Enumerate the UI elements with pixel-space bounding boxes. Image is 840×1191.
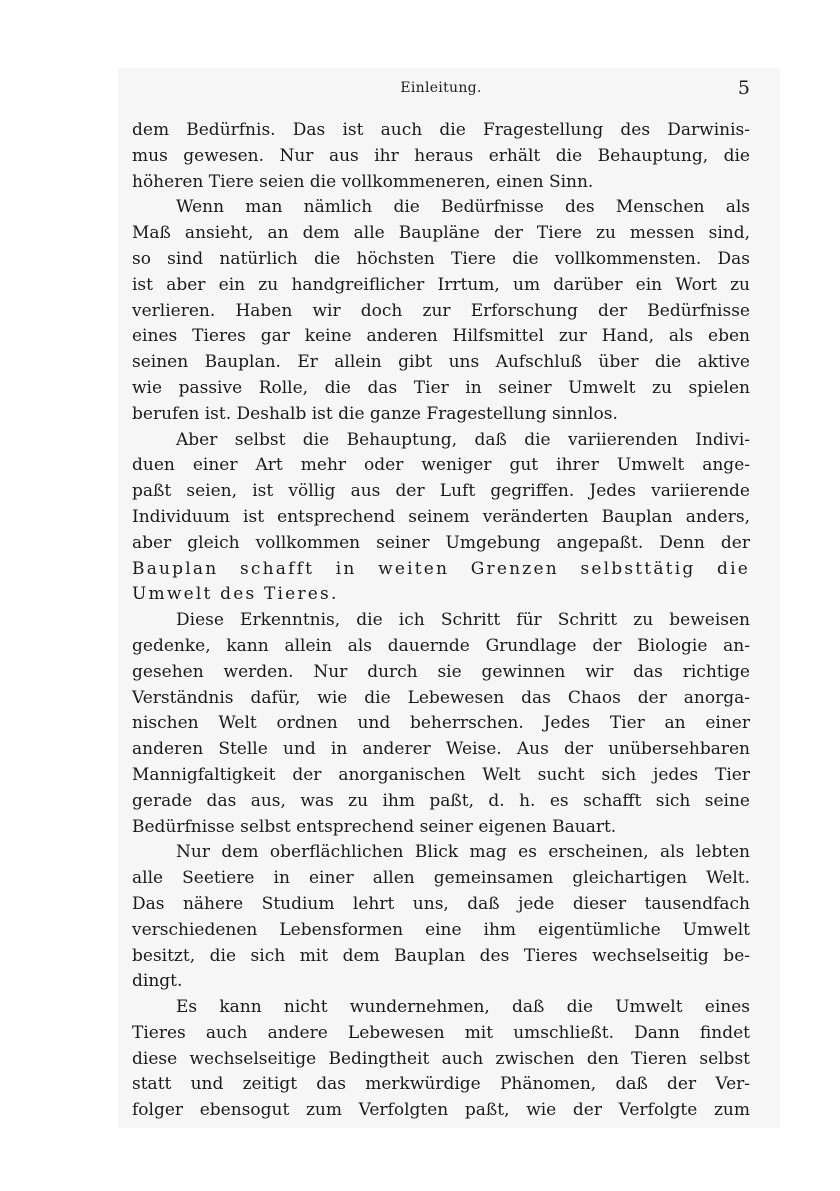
text-line: folger ebensogut zum Verfolgten paßt, wie der Verfolgte zum bbox=[132, 1100, 750, 1121]
paragraph-start-line: Es kann nicht wundernehmen, daß die Umwelt eines bbox=[176, 997, 750, 1018]
page-number: 5 bbox=[737, 77, 750, 99]
text-line: besitzt, die sich mit dem Bauplan des Tieres wechselseitig be- bbox=[132, 945, 750, 966]
text-line: Das nähere Studium lehrt uns, daß jede dieser tausendfach bbox=[132, 893, 750, 914]
text-line: nischen Welt ordnen und beherrschen. Jedes Tier an einer bbox=[132, 713, 750, 734]
paragraph-start-line: Aber selbst die Behauptung, daß die variierenden Indivi- bbox=[176, 429, 750, 450]
text-line: paßt seien, ist völlig aus der Luft gegriffen. Jedes variierende bbox=[132, 481, 750, 502]
paragraph-start-line: Nur dem oberflächlichen Blick mag es erscheinen, als lebten bbox=[176, 842, 750, 863]
text-line: verschiedenen Lebensformen eine ihm eigentümliche Umwelt bbox=[132, 919, 750, 940]
text-line: seinen Bauplan. Er allein gibt uns Aufschluß über die aktive bbox=[132, 352, 750, 373]
running-head: Einleitung. bbox=[400, 80, 482, 96]
text-line: Bedürfnisse selbst entsprechend seiner eigenen Bauart. bbox=[132, 816, 617, 837]
text-line: statt und zeitigt das merkwürdige Phänomen, daß der Ver- bbox=[132, 1074, 750, 1095]
text-line: alle Seetiere in einer allen gemeinsamen gleichartigen Welt. bbox=[132, 868, 750, 889]
text-line: anderen Stelle und in anderer Weise. Aus der unübersehbaren bbox=[132, 739, 750, 760]
emphasized-text-line: Umwelt des Tieres. bbox=[132, 584, 339, 605]
paragraph-start-line: Diese Erkenntnis, die ich Schritt für Schritt zu beweisen bbox=[176, 610, 750, 631]
text-line: ist aber ein zu handgreiflicher Irrtum, um darüber ein Wort zu bbox=[132, 274, 750, 295]
text-line: dem Bedürfnis. Das ist auch die Fragestellung des Darwinis- bbox=[132, 120, 750, 140]
text-line: mus gewesen. Nur aus ihr heraus erhält die Behauptung, die bbox=[132, 145, 750, 166]
text-line: gesehen werden. Nur durch sie gewinnen wir das richtige bbox=[132, 661, 750, 682]
text-line: diese wechselseitige Bedingtheit auch zwischen den Tieren selbst bbox=[132, 1048, 750, 1069]
page-header bbox=[132, 77, 750, 106]
text-line: so sind natürlich die höchsten Tiere die vollkommensten. Das bbox=[132, 248, 750, 269]
text-line: wie passive Rolle, die das Tier in seiner Umwelt zu spielen bbox=[132, 377, 750, 398]
text-line: berufen ist. Deshalb ist die ganze Fragestellung sinnlos. bbox=[132, 403, 618, 424]
text-line: dingt. bbox=[132, 971, 183, 992]
text-line: gerade das aus, was zu ihm paßt, d. h. es schafft sich seine bbox=[132, 790, 750, 811]
emphasized-text-line: Bauplan schafft in weiten Grenzen selbsttätig die bbox=[132, 558, 750, 579]
text-line: verlieren. Haben wir doch zur Erforschung der Bedürfnisse bbox=[132, 300, 750, 321]
text-line: duen einer Art mehr oder weniger gut ihrer Umwelt ange- bbox=[132, 455, 750, 476]
text-line: Individuum ist entsprechend seinem veränderten Bauplan anders, bbox=[132, 506, 750, 527]
text-line: Verständnis dafür, wie die Lebewesen das Chaos der anorga- bbox=[132, 687, 750, 708]
text-line: aber gleich vollkommen seiner Umgebung angepaßt. Denn der bbox=[132, 532, 750, 553]
text-line: gedenke, kann allein als dauernde Grundlage der Biologie an- bbox=[132, 635, 750, 656]
text-line: Tieres auch andere Lebewesen mit umschließt. Dann findet bbox=[132, 1022, 750, 1043]
text-line: höheren Tiere seien die vollkommeneren, einen Sinn. bbox=[132, 171, 594, 192]
paragraph-start-line: Wenn man nämlich die Bedürfnisse des Menschen als bbox=[176, 197, 750, 218]
body-text bbox=[132, 118, 750, 1124]
text-line: Mannigfaltigkeit der anorganischen Welt sucht sich jedes Tier bbox=[132, 764, 750, 785]
text-line: Maß ansieht, an dem alle Baupläne der Tiere zu messen sind, bbox=[132, 223, 750, 244]
text-line: eines Tieres gar keine anderen Hilfsmittel zur Hand, als eben bbox=[132, 326, 750, 347]
